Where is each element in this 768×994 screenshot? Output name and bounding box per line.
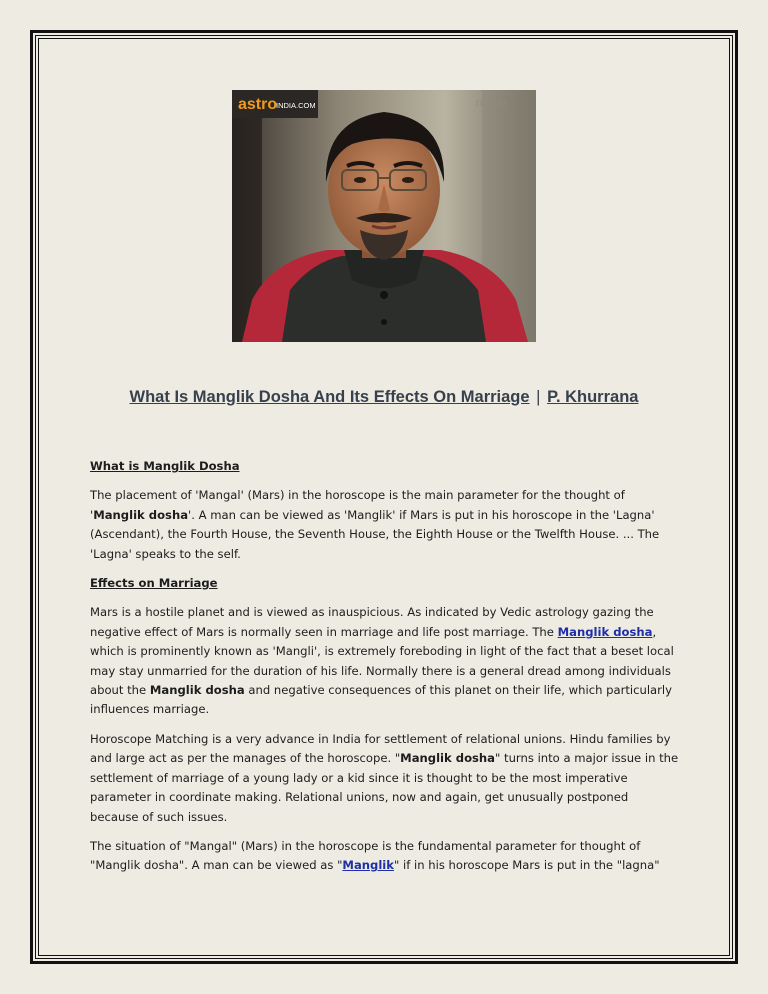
text-run: and negative consequences of this planet on their life, which particularly influences marriage. bbox=[90, 683, 673, 717]
paragraph-placement bbox=[90, 486, 680, 564]
author-link[interactable]: P. Khurrana bbox=[547, 388, 639, 406]
headline-separator: | bbox=[536, 388, 541, 406]
text-run: " if in his horoscope Mars is put in the "lagna" bbox=[394, 858, 660, 873]
portrait-illustration bbox=[232, 90, 536, 342]
logo-astro-text: astro bbox=[238, 96, 278, 113]
author-photo bbox=[232, 90, 536, 342]
text-run: The placement of 'Mangal' (Mars) in the horoscope is the main parameter for the thought of ' bbox=[90, 488, 625, 522]
bold-term: Manglik dosha bbox=[93, 507, 189, 522]
article-title-link[interactable]: What Is Manglik Dosha And Its Effects On Marriage bbox=[129, 388, 530, 406]
bold-term: Manglik dosha bbox=[400, 751, 496, 766]
article-headline bbox=[0, 388, 768, 407]
article-body bbox=[90, 457, 680, 886]
text-run: " turns into a major issue in the settlement of marriage of a young lady or a kid since it is thought to be the most imperative parameter in coordinate making. Relational unions, now and again, get unusually postponed because of such issues. bbox=[90, 751, 679, 824]
text-run: Mars is a hostile planet and is viewed as inauspicious. As indicated by Vedic astrology gazing the negative effect of Mars is normally seen in marriage and life post marriage. The bbox=[90, 605, 654, 639]
manglik-link[interactable]: Manglik bbox=[342, 858, 394, 873]
manglik-dosha-link[interactable]: Manglik dosha bbox=[557, 624, 653, 639]
photo-watermark: mopar bbox=[476, 97, 508, 109]
paragraph-situation-mangal bbox=[90, 837, 680, 876]
paragraph-mars-hostile bbox=[90, 603, 680, 719]
text-run: The situation of "Mangal" (Mars) in the horoscope is the fundamental parameter for thought of "Manglik dosha". A man can be viewed as " bbox=[90, 838, 641, 873]
text-run: Horoscope Matching is a very advance in India for settlement of relational unions. Hindu families by and large act as per the manages of the horoscope. " bbox=[90, 731, 671, 766]
section-heading-what-is: What is Manglik Dosha bbox=[90, 459, 240, 473]
text-run: , which is prominently known as 'Mangli', is extremely foreboding in light of the fact that a beset local may stay unmarried for the duration of his life. Normally there is a general dread among individuals about the bbox=[90, 624, 674, 698]
logo-domain-text: INDIA.COM bbox=[276, 101, 316, 110]
bold-term: Manglik dosha bbox=[149, 683, 245, 698]
paragraph-horoscope-matching bbox=[90, 730, 680, 827]
section-heading-effects: Effects on Marriage bbox=[90, 576, 218, 591]
text-run: '. A man can be viewed as 'Manglik' if Mars is put in his horoscope in the 'Lagna' (Ascendant), the Fourth House, the Seventh House, the Eighth House or the Twelfth House. ... The 'Lagna' speaks to the self. bbox=[90, 507, 660, 561]
